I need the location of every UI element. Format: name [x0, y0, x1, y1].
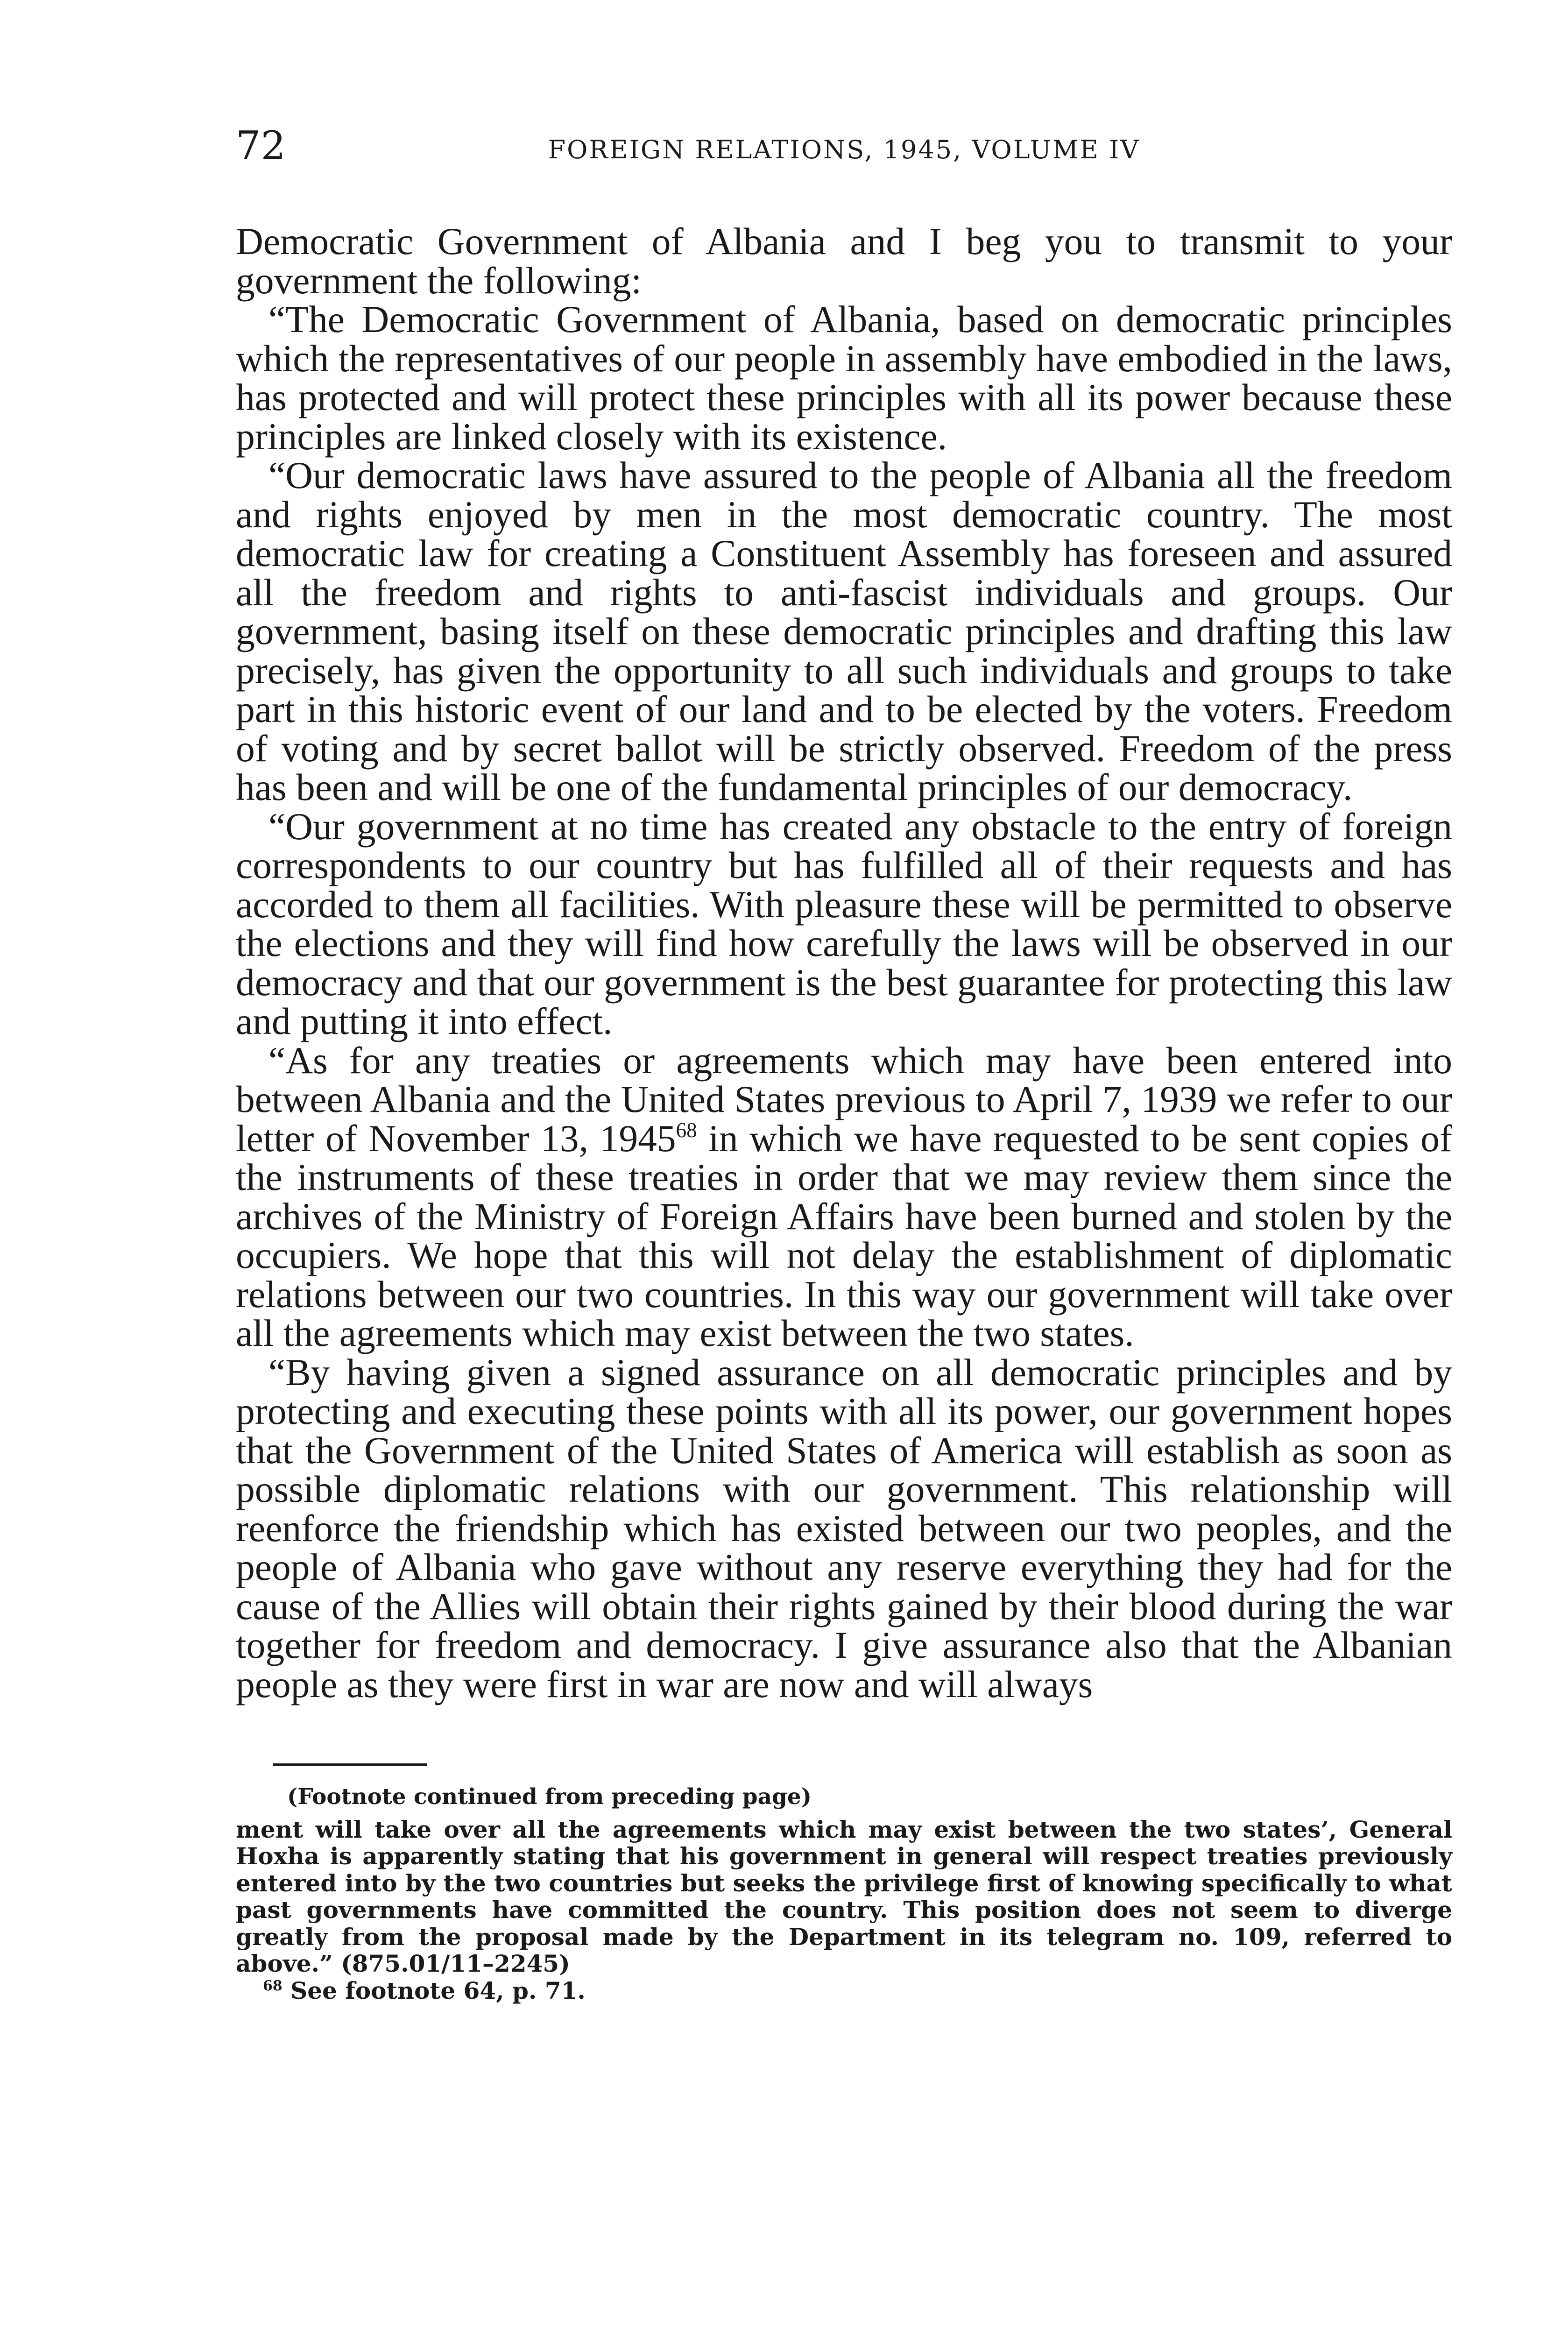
document-page	[236, 117, 1452, 2004]
running-head: FOREIGN RELATIONS, 1945, VOLUME IV	[548, 135, 1140, 164]
page-header	[236, 117, 1452, 173]
paragraph-2: “The Democratic Government of Albania, based on democratic principles which the representatives of our people in assembly have embodied in the laws, has protected and will protect these principles with all its power because these principles are linked closely with its existence.	[236, 298, 1452, 458]
footnote-divider	[273, 1763, 427, 1766]
main-text	[236, 222, 1452, 1704]
paragraph-5-text-b: in which we have requested to be sent copies of the instruments of these treaties in order that we may review them since the archives of the Ministry of Foreign Affairs have been burned and stolen by the occupiers. We hope that this will not delay the establishment of diplomatic relations between our two countries. In this way our government will take over all the agreements which may exist between the two states.	[236, 1117, 1452, 1354]
page-number: 72	[236, 123, 286, 169]
footnotes	[236, 1783, 1452, 2004]
footnote-continued-text: ment will take over all the agreements which may exist between the two states’, General Hoxha is apparently stating that his government in general will respect treaties previously entered into by the two countries but seeks the privilege first of knowing specifically to what past governments have committed the country. This position does not seem to diverge greatly from the proposal made by the Department in its telegram no. 109, referred to above.” (875.01/11–2245)	[236, 1815, 1452, 1977]
footnote-68	[236, 1977, 1452, 2004]
paragraph-3: “Our democratic laws have assured to the people of Albania all the freedom and rights enjoyed by men in the most democratic country. The most democratic law for creating a Constituent Assembly has foreseen and assured all the freedom and rights to anti-fascist individuals and groups. Our government, basing itself on these democratic principles and drafting this law precisely, has given the opportunity to all such individuals and groups to take part in this historic event of our land and to be elected by the voters. Freedom of voting and by secret ballot will be strictly observed. Freedom of the press has been and will be one of the fundamental principles of our democracy.	[236, 454, 1452, 808]
paragraph-5-text-a: “As for any treaties or agreements which may have been entered into between Albania and the United States previous to April 7, 1939 we refer to our letter of November 13, 1945	[236, 1039, 1452, 1160]
footnote-68-text: See footnote 64, p. 71.	[282, 1976, 586, 2004]
footnote-continued-label: (Footnote continued from preceding page)	[287, 1784, 812, 1810]
footnote-reference-68[interactable]: 68	[676, 1118, 697, 1142]
paragraph-5	[236, 1041, 1452, 1353]
paragraph-4: “Our government at no time has created any obstacle to the entry of foreign correspondents to our country but has fulfilled all of their requests and has accorded to them all facilities. With pleasure these will be permitted to observe the elections and they will find how carefully the laws will be observed in our democracy and that our government is the best guarantee for protecting this law and putting it into effect.	[236, 805, 1452, 1042]
paragraph-6: “By having given a signed assurance on all democratic principles and by protecting and executing these points with all its power, our government hopes that the Government of the United States of America will establish as soon as possible diplomatic relations with our government. This relationship will reenforce the friendship which has existed between our two peoples, and the people of Albania who gave without any reserve everything they had for the cause of the Allies will obtain their rights gained by their blood during the war together for freedom and democracy. I give assurance also that the Albanian people as they were first in war are now and will always	[236, 1351, 1452, 1705]
paragraph-1: Democratic Government of Albania and I beg you to transmit to your government the following:	[236, 220, 1452, 302]
footnote-68-mark: 68	[263, 1977, 283, 1994]
